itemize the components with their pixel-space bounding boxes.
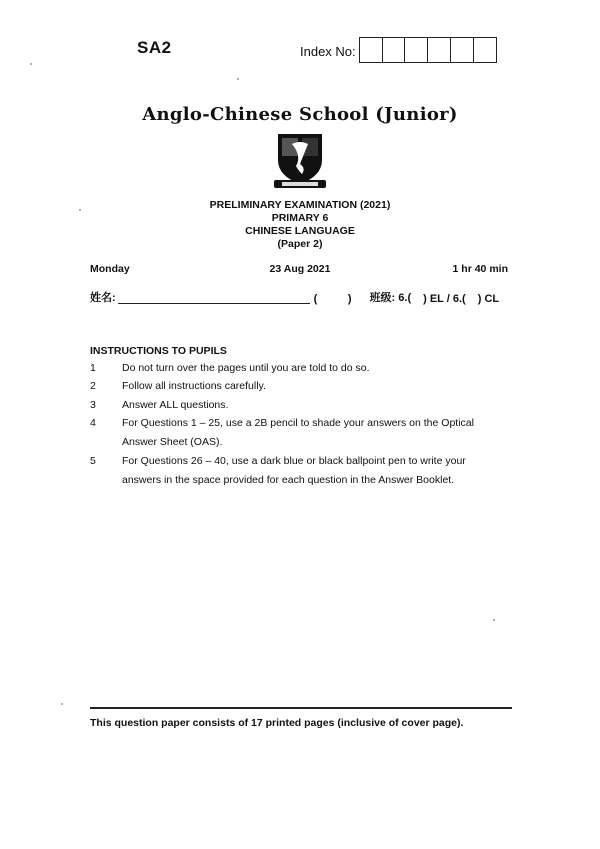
exam-duration: 1 hr 40 min	[452, 263, 508, 275]
scan-speck	[30, 63, 32, 65]
instruction-item	[90, 377, 510, 396]
exam-subject: CHINESE LANGUAGE	[245, 225, 355, 237]
instruction-text: For Questions 26 – 40, use a dark blue or black ballpoint pen to write your answers in the space provided for each question in the Answer Booklet.	[122, 455, 466, 486]
register-number-bracket: ( )	[313, 293, 352, 305]
school-crest-icon	[268, 130, 332, 192]
scan-speck	[61, 703, 63, 705]
instruction-number: 4	[90, 417, 96, 429]
name-write-line	[118, 292, 310, 304]
index-box	[382, 37, 406, 63]
paper-code: SA2	[137, 38, 172, 57]
index-number-boxes	[360, 37, 497, 63]
index-box	[450, 37, 474, 63]
exam-paper: (Paper 2)	[277, 238, 323, 250]
exam-date: 23 Aug 2021	[269, 263, 331, 275]
index-box	[359, 37, 383, 63]
scan-speck	[79, 209, 81, 211]
instruction-text: Answer ALL questions.	[122, 399, 229, 411]
exam-title: PRELIMINARY EXAMINATION (2021)	[209, 199, 391, 211]
instruction-item	[90, 452, 510, 489]
instructions-title: INSTRUCTIONS TO PUPILS	[90, 345, 227, 357]
instruction-number: 3	[90, 399, 96, 411]
instruction-item	[90, 396, 510, 415]
scan-speck	[493, 619, 495, 621]
instruction-text: Follow all instructions carefully.	[122, 380, 266, 392]
el-class-label: ) EL / 6.(	[423, 293, 466, 305]
index-box	[427, 37, 451, 63]
instruction-number: 1	[90, 362, 96, 374]
index-number-label: Index No:	[300, 44, 356, 59]
instruction-item	[90, 414, 510, 451]
index-box	[473, 37, 497, 63]
page-count-note: This question paper consists of 17 printed pages (inclusive of cover page).	[90, 717, 464, 729]
instruction-number: 5	[90, 455, 96, 467]
cl-class-label: ) CL	[477, 293, 500, 305]
scan-speck	[237, 78, 239, 80]
instruction-text: Do not turn over the pages until you are told to do so.	[122, 362, 370, 374]
instruction-text: For Questions 1 – 25, use a 2B pencil to shade your answers on the Optical Answer Sheet (OAS).	[122, 417, 474, 448]
name-class-row	[90, 289, 499, 305]
exam-day: Monday	[90, 263, 130, 275]
index-box	[404, 37, 428, 63]
school-name: Anglo-Chinese School (Junior)	[142, 104, 458, 125]
instruction-item	[90, 359, 510, 378]
name-label: 姓名:	[90, 292, 116, 304]
class-label: 班级: 6.(	[369, 292, 412, 304]
instruction-number: 2	[90, 380, 96, 392]
footer-divider	[90, 707, 512, 709]
exam-level: PRIMARY 6	[271, 212, 329, 224]
